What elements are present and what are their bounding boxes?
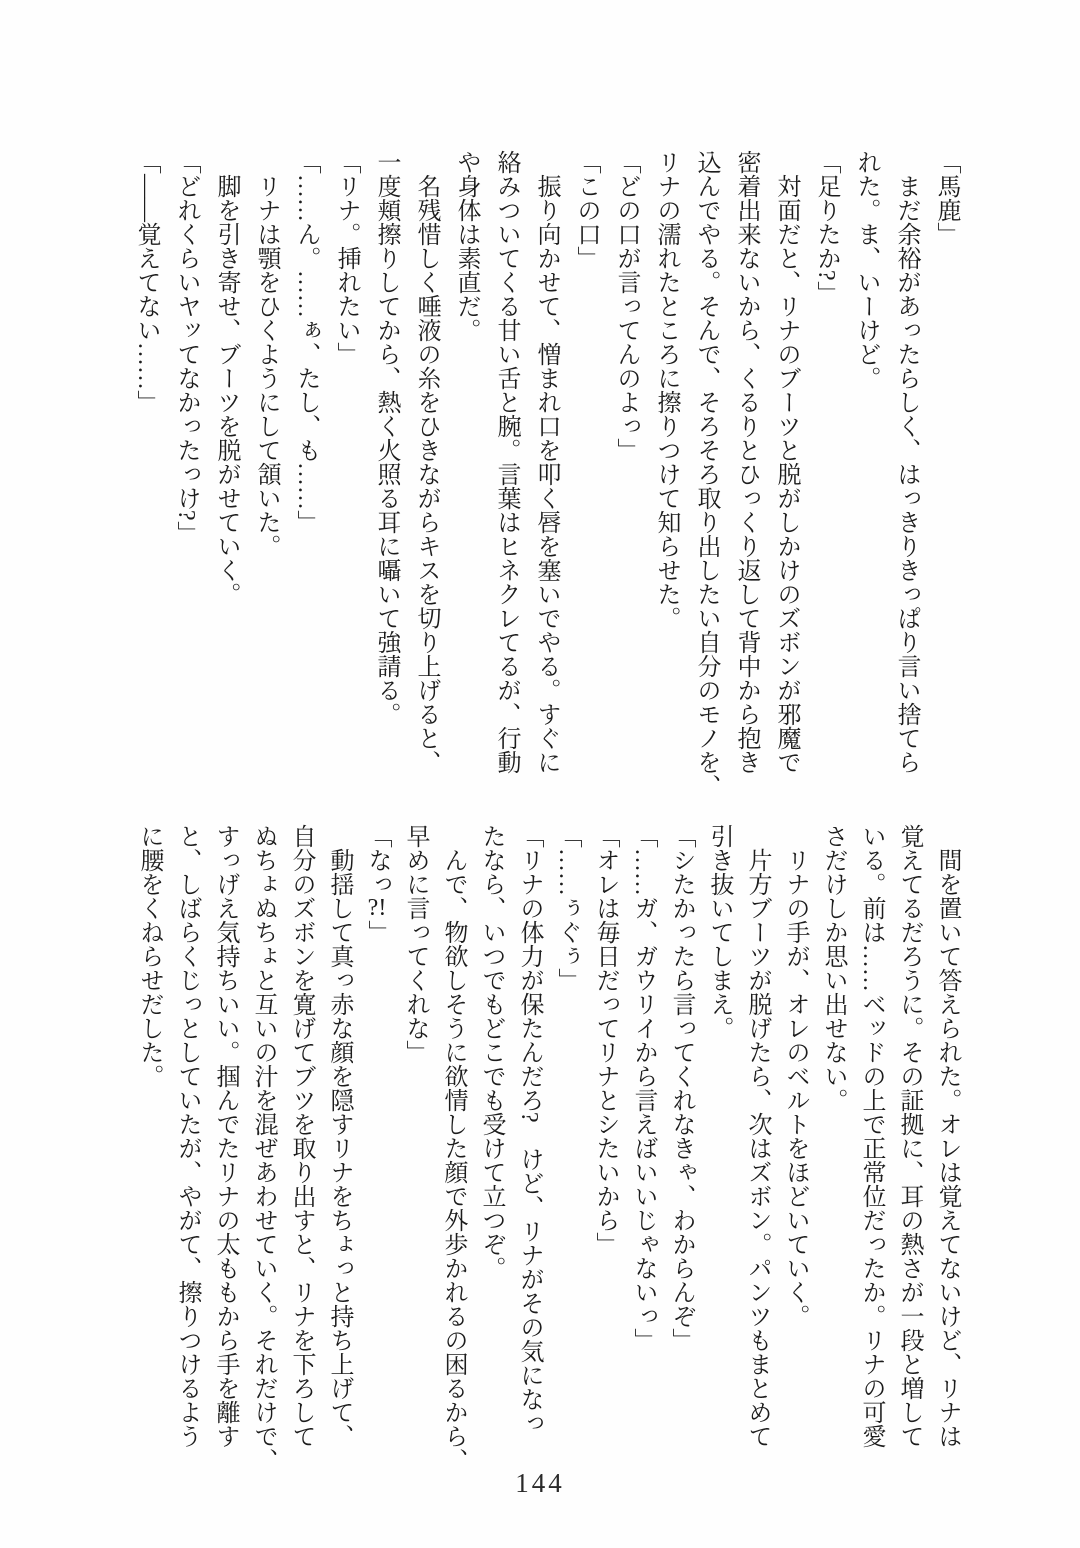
text-line: ぬちょぬちょと互いの汁を混ぜあわせていく。それだけで、 bbox=[250, 824, 276, 1472]
text-line: 「この口」 bbox=[573, 150, 599, 270]
text-line: リナは顎をひくようにして頷いた。 bbox=[253, 174, 279, 558]
bottom-text-block bbox=[130, 824, 966, 1472]
text-line: 「どの口が言ってんのよっ」 bbox=[613, 150, 639, 462]
text-line: 引き抜いてしまえ。 bbox=[706, 824, 732, 1040]
text-line: 「どれくらいヤッてなかったっけ?」 bbox=[173, 150, 199, 545]
text-line: 対面だと、リナのブーツと脱がしかけのズボンが邪魔で bbox=[773, 174, 799, 774]
text-line: 「——覚えてない……」 bbox=[133, 150, 159, 414]
text-line: や身体は素直だ。 bbox=[453, 150, 479, 342]
text-line: 脚を引き寄せ、ブーツを脱がせていく。 bbox=[213, 174, 239, 606]
text-line: 「足りたか?」 bbox=[813, 150, 839, 305]
text-line: と、しばらくじっとしていたが、やがて、擦りつけるよう bbox=[174, 824, 200, 1448]
text-line: 密着出来ないから、くるりとひっくり返して背中から抱き bbox=[733, 150, 759, 774]
text-line: 込んでやる。そんで、そろそろ取り出したい自分のモノを、 bbox=[693, 150, 719, 798]
text-line: 「リナの体力が保たんだろ? けど、リナがその気になっ bbox=[516, 824, 542, 1435]
text-line: リナの濡れたところに擦りつけて知らせた。 bbox=[653, 150, 679, 630]
text-line: 早めに言ってくれな」 bbox=[402, 824, 428, 1064]
text-line: に腰をくねらせだした。 bbox=[136, 824, 162, 1088]
text-line: 振り向かせて、憎まれ口を叩く唇を塞いでやる。すぐに bbox=[533, 174, 559, 774]
text-line: 絡みついてくる甘い舌と腕。言葉はヒネクレてるが、行動 bbox=[493, 150, 519, 774]
text-line: さだけしか思い出せない。 bbox=[820, 824, 846, 1112]
top-text-block bbox=[126, 150, 966, 798]
text-line: 「……ん。……ぁ、たし、も……」 bbox=[293, 150, 319, 534]
text-line: すっげえ気持ちいい。掴んでたリナの太ももから手を離す bbox=[212, 824, 238, 1448]
text-line: 「……ガ、ガウリイから言えばいいじゃないっ」 bbox=[630, 824, 656, 1352]
text-line: いる。前は……ベッドの上で正常位だったか。リナの可愛 bbox=[858, 824, 884, 1448]
text-line: 「オレは毎日だってリナとシたいから」 bbox=[592, 824, 618, 1256]
text-line: 動揺して真っ赤な顔を隠すリナをちょっと持ち上げて、 bbox=[326, 848, 352, 1448]
text-line: 「シたかったら言ってくれなきゃ、わからんぞ」 bbox=[668, 824, 694, 1352]
text-line: んで、物欲しそうに欲情した顔で外歩かれるの困るから、 bbox=[440, 848, 466, 1472]
text-line: 片方ブーツが脱げたら、次はズボン。パンツもまとめて bbox=[744, 848, 770, 1448]
text-line: 覚えてるだろうに。その証拠に、耳の熱さが一段と増して bbox=[896, 824, 922, 1448]
text-line bbox=[358, 824, 396, 1472]
text-line: 名残惜しく唾液の糸をひきながらキスを切り上げると、 bbox=[413, 174, 439, 774]
text-line: 間を置いて答えられた。オレは覚えてないけど、リナは bbox=[934, 848, 960, 1448]
text-line: まだ余裕があったらしく、はっきりきっぱり言い捨てら bbox=[893, 174, 919, 774]
text-line: 「馬鹿」 bbox=[933, 150, 959, 246]
text-line: リナの手が、オレのベルトをほどいていく。 bbox=[782, 848, 808, 1328]
text-line: たなら、いつでもどこでも受けて立つぞ。 bbox=[478, 824, 504, 1280]
page-number: 144 bbox=[515, 1468, 565, 1498]
line-text: 「なっ bbox=[364, 824, 390, 896]
text-line: 「……ぅぐぅ」 bbox=[554, 824, 580, 992]
line-text: 」 bbox=[364, 920, 390, 944]
text-line: 「リナ。挿れたい」 bbox=[333, 150, 359, 366]
text-line: 自分のズボンを寛げてブツを取り出すと、リナを下ろして bbox=[288, 824, 314, 1448]
text-line: 一度頬擦りしてから、熱く火照る耳に囁いて強請る。 bbox=[373, 150, 399, 726]
tate-chu-yoko-text: ?! bbox=[367, 896, 387, 920]
text-line: れた。ま、いーけど。 bbox=[853, 150, 879, 390]
